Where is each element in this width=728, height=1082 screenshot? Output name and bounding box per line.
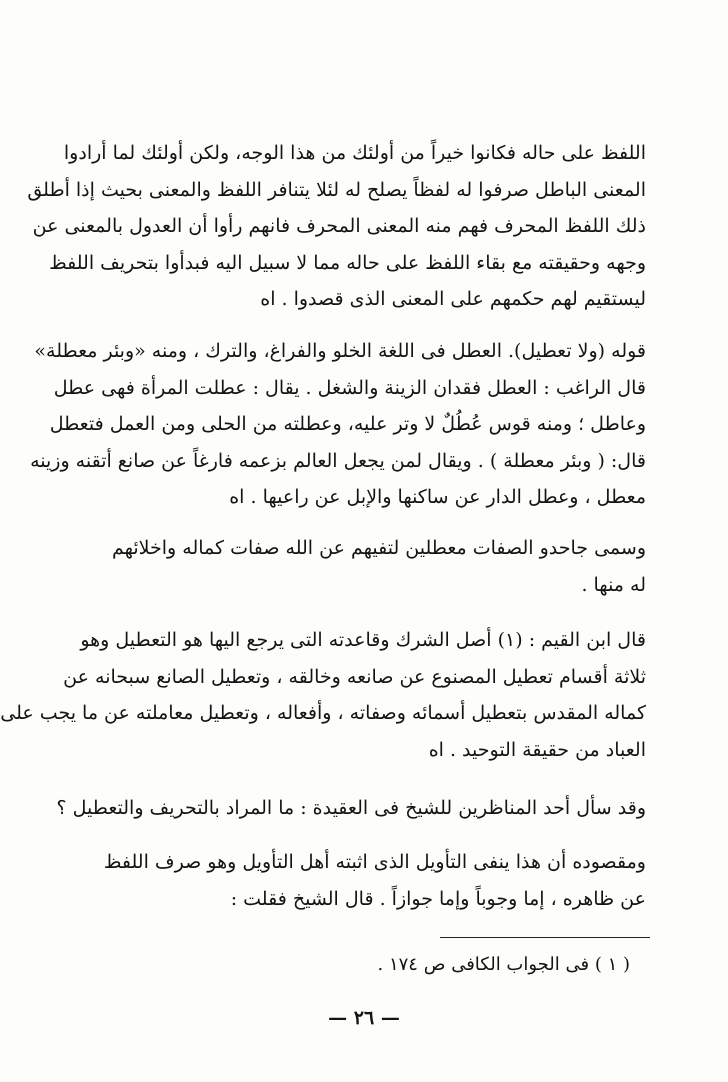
- footnote: ( ١ ) فى الجواب الكافى ص ١٧٤ .: [377, 954, 630, 975]
- paragraph-6: [86, 844, 646, 917]
- text-line: وعاطل ؛ ومنه قوس عُطُلٌ لا وتر عليه، وعطلته من الحلى ومن العمل فتعطل: [49, 413, 646, 435]
- text-line: معطل ، وعطل الدار عن ساكنها والإبل عن راعيها . اه: [229, 486, 646, 508]
- text-line: قال الراغب : العطل فقدان الزينة والشغل . يقال : عطلت المرأة فهى عطل: [53, 376, 646, 399]
- text-line: له منها .: [581, 573, 646, 596]
- text-line: ثلاثة أقسام تعطيل المصنوع عن صانعه وخالقه ، وتعطيل الصانع سبحانه عن: [63, 665, 646, 688]
- text-line: قال: ( وبئر معطلة ) . ويقال لمن يجعل العالم بزعمه فارغاً عن صانع أتقنه وزينه: [30, 449, 646, 472]
- text-line: وسمى جاحدو الصفات معطلين لتفيهم عن الله صفات كماله واخلائهم: [111, 537, 646, 559]
- text-line: قوله (ولا تعطيل). العطل فى اللغة الخلو والفراغ، والترك ، ومنه «وبئر معطلة»: [34, 340, 646, 362]
- text-line: ومقصوده أن هذا ينفى التأويل الذى اثبته أهل التأويل وهو صرف اللفظ: [103, 851, 646, 873]
- paragraph-3: [86, 530, 646, 603]
- text-line: عن ظاهره ، إما وجوباً وإما جوازاً . قال الشيخ فقلت :: [230, 887, 646, 910]
- text-line: المعنى الباطل صرفوا له لفظاً يصلح له لئلا يتنافر اللفظ والمعنى بحيث إذا أطلق: [27, 178, 646, 201]
- text-line: وقد سأل أحد المناظرين للشيخ فى العقيدة : ما المراد بالتحريف والتعطيل ؟: [56, 797, 646, 819]
- text-line: ذلك اللفظ المحرف فهم منه المعنى المحرف فانهم رأوا أن العدول بالمعنى عن: [32, 215, 646, 237]
- text-line: العباد من حقيقة التوحيد . اه: [428, 738, 646, 761]
- text-line: وجهه وحقيقته مع بقاء اللفظ على حاله مما لا سبيل اليه فبدأوا بتحريف اللفظ: [49, 251, 646, 274]
- text-line: اللفظ على حاله فكانوا خيراً من أولئك من هذا الوجه، ولكن أولئك لما أرادوا: [63, 142, 646, 164]
- paragraph-4: [0, 622, 646, 768]
- paragraph-5: [56, 790, 646, 827]
- text-line: قال ابن القيم : (١) أصل الشرك وقاعدته التى يرجع اليها هو التعطيل وهو: [80, 629, 646, 651]
- paragraph-2: [30, 333, 646, 516]
- paragraph-1: [27, 135, 646, 318]
- text-line: كماله المقدس بتعطيل أسمائه وصفاته ، وأفعاله ، وتعطيل معاملته عن ما يجب على: [0, 702, 646, 724]
- text-line: ليستقيم لهم حكمهم على المعنى الذى قصدوا . اه: [260, 288, 646, 310]
- page-number: — ٢٦ —: [328, 1007, 400, 1029]
- footnote-divider: [440, 937, 650, 938]
